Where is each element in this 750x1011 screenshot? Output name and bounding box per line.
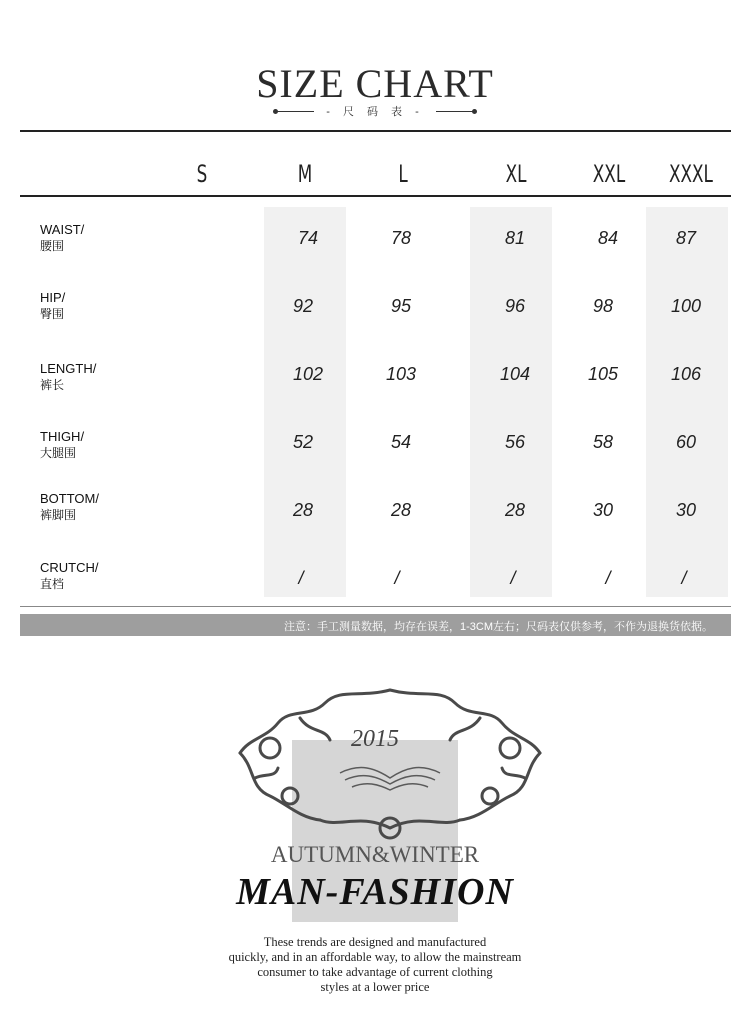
divider-left: [276, 111, 314, 112]
table-cell: 78: [390, 228, 412, 248]
table-cell: /: [298, 568, 304, 588]
table-cell: 87: [675, 228, 697, 248]
table-cell: 74: [297, 228, 319, 248]
promo-season: AUTUMN&WINTER: [270, 842, 480, 867]
shade-column-xxxl: [646, 207, 728, 597]
promo-description: [0, 935, 750, 995]
header-bottom-rule: [20, 195, 731, 197]
shade-column-xl: [470, 207, 552, 597]
size-header-l: L: [398, 160, 408, 188]
note-bar: [20, 614, 731, 636]
size-header-xxl: XXL: [592, 160, 626, 188]
table-cell: 28: [390, 500, 412, 520]
row-label-hip: [40, 290, 150, 322]
size-header-xl: XL: [505, 160, 527, 188]
row-label-en: BOTTOM/: [40, 491, 99, 506]
page-title: SIZE CHART: [256, 61, 494, 106]
row-label-thigh: [40, 429, 150, 461]
table-top-rule: [20, 130, 731, 132]
divider-right: [436, 111, 474, 112]
row-label-cn: 裤长: [40, 378, 65, 392]
table-cell: 30: [592, 500, 614, 520]
row-label-length: [40, 361, 150, 393]
size-header-s: S: [196, 160, 208, 188]
table-cell: 28: [292, 500, 314, 520]
size-header-xxxl: XXXL: [669, 160, 713, 188]
row-label-cn: 臀围: [40, 307, 65, 321]
table-cell: 103: [385, 364, 417, 384]
row-label-cn: 大腿围: [40, 446, 77, 460]
table-cell: 28: [504, 500, 526, 520]
row-label-crutch: [40, 560, 150, 592]
row-label-waist: [40, 222, 150, 254]
table-cell: 58: [592, 432, 614, 452]
row-label-cn: 裤脚围: [40, 508, 77, 522]
row-label-en: THIGH/: [40, 429, 85, 444]
table-cell: 96: [504, 296, 526, 316]
table-cell: /: [510, 568, 516, 588]
description-line: styles at a lower price: [320, 980, 430, 994]
shade-column-m: [264, 207, 346, 597]
row-label-en: WAIST/: [40, 222, 85, 237]
table-cell: 81: [504, 228, 526, 248]
row-label-cn: 直档: [40, 577, 65, 591]
table-cell: 54: [390, 432, 412, 452]
description-line: consumer to take advantage of current clothing: [257, 965, 493, 979]
promo-brand: MAN-FASHION: [236, 871, 514, 913]
description-line: These trends are designed and manufactured: [263, 935, 487, 949]
table-cell: 98: [592, 296, 614, 316]
measurement-note: 注意：手工测量数据，均存在误差，1-3CM左右；尺码表仅供参考，不作为退换货依据。: [283, 621, 713, 633]
row-label-en: LENGTH/: [40, 361, 97, 376]
row-label-en: CRUTCH/: [40, 560, 99, 575]
table-cell: /: [394, 568, 400, 588]
table-cell: /: [681, 568, 687, 588]
table-cell: 60: [675, 432, 697, 452]
page-subtitle: - 尺 码 表 -: [326, 106, 424, 118]
table-cell: 92: [292, 296, 314, 316]
row-label-en: HIP/: [40, 290, 66, 305]
table-cell: 106: [670, 364, 702, 384]
table-cell: 52: [292, 432, 314, 452]
row-label-bottom: [40, 491, 150, 523]
description-line: quickly, and in an affordable way, to allow the mainstream: [228, 950, 522, 964]
table-cell: 56: [504, 432, 526, 452]
table-cell: /: [605, 568, 611, 588]
table-cell: 102: [292, 364, 324, 384]
table-cell: 104: [499, 364, 531, 384]
subtitle-row: [0, 103, 750, 119]
row-label-cn: 腰围: [40, 239, 65, 253]
table-bottom-rule: [20, 606, 731, 607]
size-header-m: M: [297, 160, 313, 188]
table-cell: 100: [670, 296, 702, 316]
table-cell: 105: [587, 364, 619, 384]
table-cell: 84: [597, 228, 619, 248]
table-cell: 30: [675, 500, 697, 520]
table-cell: 95: [390, 296, 412, 316]
promo-year: 2015: [351, 726, 399, 752]
ornamental-frame-icon: [230, 678, 550, 848]
